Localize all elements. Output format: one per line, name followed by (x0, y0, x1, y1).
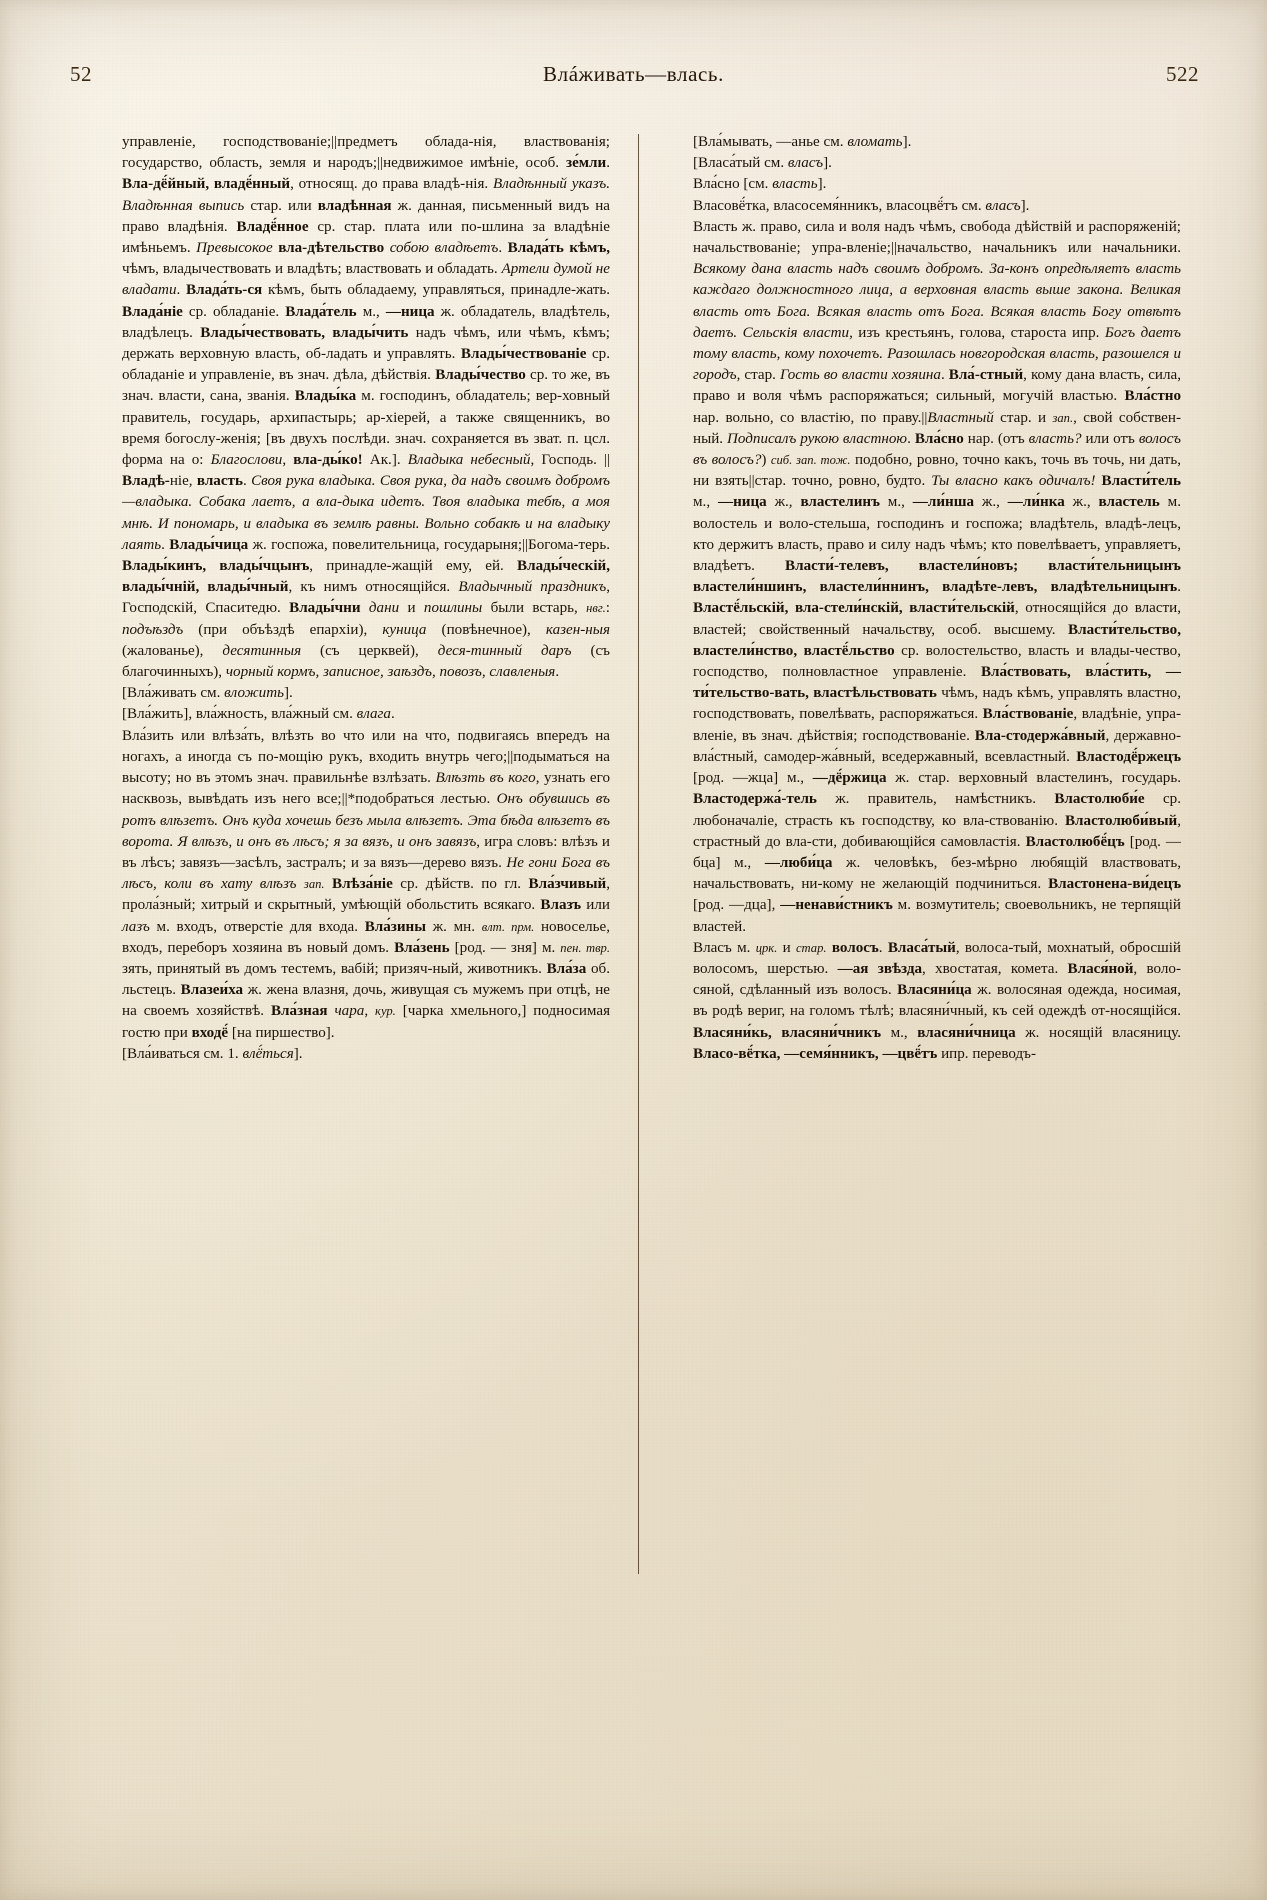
page-header (70, 62, 1199, 96)
running-title: Влáживать—влась. (543, 62, 724, 86)
header-rule (108, 108, 1171, 109)
dictionary-entry: Вла́сно [см. власть]. (693, 176, 827, 193)
folio-right: 522 (1166, 62, 1199, 86)
dictionary-entry: Вла́зить или влѣза́ть, влѣзть во что или на что, подвигаясь впередъ на ногахъ, а иногда съ по-мощію рукъ, входить внутрь чего;||подыматься на высоту; но въ этомъ знач. правильнѣе взлѣзать. Влѣзть въ кого, узнать его насквозь, вывѣдать изъ него все;||*подобраться лестью. Онъ обувшись въ ротъ влѣзетъ. Онъ куда хочешь безъ мыла влѣзетъ. Эта бѣда влѣзетъ въ ворота. Я влѣзъ, и онъ въ лѣсъ; я за вязъ, и онъ завязъ, игра словъ: влѣзъ и въ лѣсъ; завязъ—засѣлъ, застралъ; и за вязъ—дерево вязъ. Не гони Бога въ лѣсъ, коли въ хату влѣзъ зап. Влѣза́ніе ср. дѣйств. по гл. Вла́зчивый, прола́зный; хитрый и скрытный, умѣющій обольстить всякаго. Влазъ или лазъ м. входъ, отверстіе для входа. Вла́зины ж. мн. влт. прм. новоселье, входъ, переборъ хозяина въ новый домъ. Вла́зень [род. — зня] м. пен. твр. зять, принятый въ домъ тестемъ, вабій; призяч-ный, животникъ. Вла́за об. льстецъ. Влазеи́ха ж. жена влазня, дочь, живущая съ мужемъ при отцѣ, не на своемъ хозяйствѣ. Вла́зная чара, кур. [чарка хмельного,] подносимая гостю при входё́ [на пиршество]. (122, 727, 611, 1041)
dictionary-entry: [Вла́иваться см. 1. влё́ться]. (122, 1045, 303, 1062)
column-divider (638, 134, 639, 1574)
folio-left: 52 (70, 62, 92, 86)
dictionary-entry: Власъ м. црк. и стар. волосъ. Власа́тый, волоса-тый, мохнатый, обросшій волосомъ, шерстью. —ая звѣзда, хвостатая, комета. Влася́ной, воло-сяной, сдѣланный изъ волосъ. Власяни́ца ж. волосяная одежда, носимая, въ родѣ вериг, на голомъ тѣлѣ; власяни́чный, къ сей одеждѣ от-носящійся. Власяни́кь, власяни́чникъ м., власяни́чница ж. носящій власяницу. Власо-вё́тка, —семя́нникъ, —цвё́тъ ипр. переводъ- (693, 939, 1182, 1062)
dictionary-entry: [Власа́тый см. власъ]. (693, 155, 832, 172)
dictionary-entry: [Вла́жить], вла́жность, вла́жный см. влага. (122, 706, 395, 723)
text-columns (96, 132, 1181, 1830)
dictionary-entry: управленіе, господствованіе;||предметъ облада-нія, властвованія; государство, область, земля и народъ;||недвижимое имѣніе, особ. зе́мли. Вла-дё́йный, владё́нный, относящ. до права владѣ-нія. Владѣнный указъ. Владѣнная выпись стар. или владѣнная ж. данная, письменный видъ на право владѣнія. Владё́нное ср. стар. плата или по-шлина за владѣніе имѣньемъ. Превысокое вла-дѣтельство собою владѣетъ. Влада́ть кѣмъ, чѣмъ, владычествовать и владѣть; властвовать и обладать. Артели думой не владати. Влада́ть-ся кѣмъ, быть обладаему, управляться, принадле-жать. Влада́ніе ср. обладаніе. Влада́тель м., —ница ж. обладатель, владѣтель, владѣлецъ. Влады́чествовать, влады́чить надъ чѣмъ, или чѣмъ, кѣмъ; держать верховную власть, об-ладать и управлять. Влады́чествованіе ср. обладаніе и управленіе, въ знач. дѣла, дѣйствія. Влады́чество ср. то же, въ знач. власти, сана, званія. Влады́ка м. господинъ, обладатель; вер-ховный правитель, государь, архипастырь; ар-хіерей, а также священникъ, во время богослу-женія; [въ двухъ послѣди. знач. сохраняется въ зват. п. цсл. форма на о: Благослови, вла-ды́ко! Ак.]. Владыка небесный, Господь. ||Владѣ-ніе, власть. Своя рука владыка. Своя рука, да надъ своимъ добромъ—владыка. Собака лаетъ, а вла-дыка идетъ. Твоя владыка тебѣ, а моя мнѣ. И пономарь, и владыка въ землѣ равны. Вольно собакѣ и на владыку лаять. Влады́чица ж. госпожа, повелительница, государыня;||Богома-терь. Влады́кинъ, влады́чцынъ, принадле-жащій ему, ей. Влады́ческій, влады́чній, влады́чный, къ нимъ относящійся. Владычный праздникъ, Господскій, Спаситедю. Влады́чни дани и пошлины были встарь, нвг.: подъѣздъ (при объѣздѣ епархіи), куница (повѣнечное), казен-ныя (жалованье), десятинныя (съ церквей), деся-тинный даръ (съ благочинныхъ), чорный кормъ, записное, заѣздъ, повозъ, славленыя. (122, 134, 611, 681)
dictionary-entry: Власть ж. право, сила и воля надъ чѣмъ, свобода дѣйствій и распоряженій; начальствованіе; упра-вленіе;||начальство, начальникъ или начальники. Всякому дана власть надъ своимъ добромъ. За-конъ опредѣляетъ власть каждаго должностного лица, а верховная власть выше закона. Великая власть отъ Бога. Всякая власть отъ Бога. Всякая власть Богу отвѣтъ даетъ. Сельскія власти, изъ крестьянъ, голова, староста ипр. Богъ даетъ тому власть, кому похочетъ. Разошлась новгородская власть, разошелся и городъ, стар. Гость во власти хозяина. Вла́-стный, кому дана власть, сила, право и воля чѣмъ распоряжаться; сильный, могучій властью. Вла́стно нар. вольно, со властію, по праву.||Властный стар. и зап., свой собствен-ный. Подписалъ рукою властною. Вла́сно нар. (отъ власть? или отъ волосъ въ волосъ?) сиб. зап. тож. подобно, ровно, точно какъ, точь въ точь, ни дать, ни взять||стар. точно, ровно, будто. Ты власно какъ одичалъ! Власти́тель м., —ница ж., властелинъ м., —ли́нша ж., —ли́нка ж., властель м. волостель и воло-стельша, господинъ и госпожа; владѣтель, владѣ-лецъ, кто держитъ власть, право и силу надъ чѣмъ; кто повелѣваетъ, управляетъ, владѣетъ. Власти́-телевъ, властели́новъ; власти́тельницынъ властели́ншинъ, властели́ннинъ, владѣте-левъ, владѣтельницынъ. Властё́льскій, вла-стели́нскій, власти́тельскій, относящійся до власти, властей; свойственный начальству, особ. высшему. Власти́тельство, властели́нство, властё́льство ср. волостельство, власть и влады-чество, господство, полновластное управленіе. Вла́ствовать, вла́стить, —ти́тельство-вать, властѣльствовать чѣмъ, надъ кѣмъ, управлять властно, господствовать, повелѣвать, распоряжаться. Вла́ствованіе, владѣніе, упра-вленіе, въ знач. дѣйствія; господствованіе. Вла-стодержа́вный, державно-вла́стный, самодер-жа́вный, вседержавный, всевластный. Властодё́ржецъ [род. —жца] м., —дё́ржица ж. стар. верховный властелинъ, государь. Властодержа́-тель ж. правитель, намѣстникъ. Властолюби́е ср. любоначаліе, страсть къ господству, ко вла-ствованію. Властолюби́вый, страстный до вла-сти, добивающійся самовластія. Властолюбё́цъ [род. —бца] м., —люби́ца ж. человѣкъ, без-мѣрно любящій властвовать, начальствовать, ни-кому не желающій подчиниться. Властонена-ви́децъ [род. —дца], —ненави́стникъ м. возмутитель; своевольникъ, не терпящій властей. (693, 218, 1182, 935)
column-right (667, 132, 1181, 1830)
column-left (96, 132, 610, 1830)
dictionary-entry: [Вла́живать см. вложить]. (122, 685, 293, 702)
dictionary-entry: Власовё́тка, власосемя́нникъ, власоцвё́тъ см. власъ]. (693, 197, 1030, 214)
dictionary-entry: [Вла́мывать, —анье см. вломать]. (693, 134, 912, 150)
